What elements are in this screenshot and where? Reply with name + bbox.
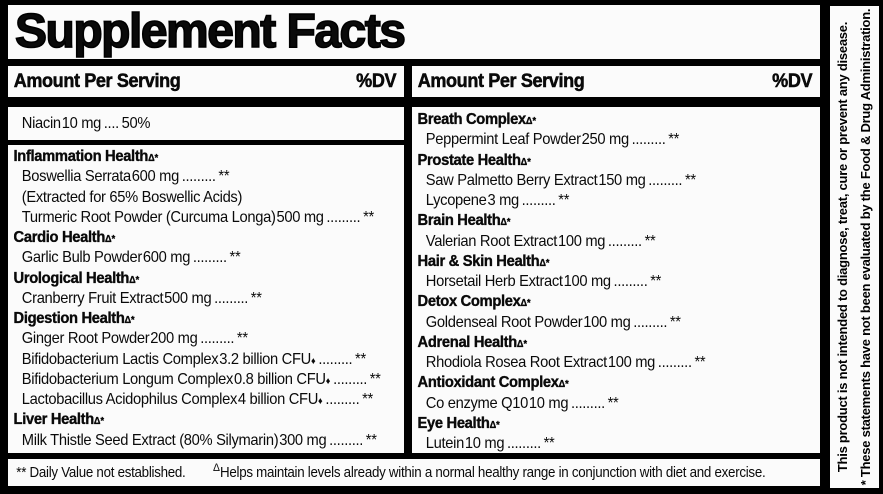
ingredient-name: (Extracted for 65% Boswellic Acids) bbox=[21, 188, 243, 206]
ingredient-name: Horsetail Herb Extract bbox=[425, 273, 563, 290]
supplement-row bbox=[8, 248, 404, 268]
amount-value: 300 mg bbox=[279, 431, 327, 449]
ingredient-name: Turmeric Root Powder (Curcuma Longa) bbox=[21, 208, 276, 226]
dv-value: ** bbox=[250, 289, 262, 307]
ingredient-name: Rhodiola Rosea Root Extract bbox=[425, 354, 607, 371]
ingredient-name: Inflammation Health bbox=[13, 148, 149, 165]
ingredient-name: Digestion Health bbox=[13, 310, 125, 327]
supplement-row bbox=[412, 313, 820, 333]
fda-disclaimer-text bbox=[831, 7, 877, 487]
delta-symbol: Δ bbox=[213, 461, 221, 474]
amount-value: 100 mg bbox=[583, 313, 631, 331]
ingredient-name: Adrenal Health bbox=[417, 333, 517, 351]
supplement-row bbox=[412, 272, 820, 292]
supplement-row: Brain Health Δ* bbox=[412, 211, 820, 231]
footnote-bar bbox=[8, 459, 820, 486]
supplement-row: Inflammation Health Δ* bbox=[8, 147, 404, 167]
ingredient-name: Eye Health bbox=[417, 414, 490, 432]
ingredient-name: Bifidobacterium Lactis Complex bbox=[21, 350, 219, 368]
supplement-row bbox=[8, 431, 404, 451]
trail-dots: ......... bbox=[631, 131, 666, 149]
supplement-row: Hair & Skin Health Δ* bbox=[412, 252, 820, 272]
daily-value-footnote: ** Daily Value not established. bbox=[16, 464, 186, 481]
amount-value: 10 mg bbox=[528, 394, 569, 412]
trail-dots: ......... bbox=[607, 232, 642, 250]
supplement-row: Prostate Health Δ* bbox=[412, 151, 820, 171]
trail-dots: ......... bbox=[648, 171, 683, 189]
dv-value: ** bbox=[694, 354, 706, 371]
trail-dots: ......... bbox=[325, 391, 360, 408]
dv-heading: %DV bbox=[356, 70, 397, 92]
amount-value: 600 mg bbox=[142, 249, 191, 267]
trail-dots: ......... bbox=[333, 370, 368, 388]
trail-dots: ......... bbox=[326, 208, 361, 226]
supplement-row bbox=[412, 232, 820, 252]
amount-value: 3 mg bbox=[487, 192, 519, 209]
supplement-row bbox=[412, 171, 820, 191]
trail-dots: ......... bbox=[633, 313, 668, 331]
ingredient-name: Urological Health bbox=[13, 269, 130, 287]
amount-value: 150 mg bbox=[598, 171, 646, 189]
supplement-row bbox=[412, 130, 820, 150]
footnote-bar-inner bbox=[8, 461, 766, 481]
ingredient-name: Ginger Root Powder bbox=[21, 330, 150, 348]
dv-value: ** bbox=[218, 168, 230, 186]
left-ingredients-box bbox=[8, 145, 404, 453]
right-ingredient-rows bbox=[412, 110, 820, 454]
dv-value: ** bbox=[644, 232, 656, 250]
supplement-row bbox=[412, 434, 820, 454]
dv-value: ** bbox=[369, 370, 381, 388]
right-ingredients-box bbox=[412, 107, 820, 453]
amount-value: 3.2 billion CFU bbox=[219, 350, 311, 368]
supplement-row bbox=[8, 208, 404, 228]
ingredient-name: Detox Complex bbox=[417, 293, 521, 311]
trail-dots: ......... bbox=[613, 273, 648, 290]
amount-value: 500 mg bbox=[164, 289, 212, 307]
trail-dots: ......... bbox=[521, 192, 556, 209]
amount-value: 600 mg bbox=[131, 168, 179, 186]
ingredient-name: Milk Thistle Seed Extract (80% Silymarin) bbox=[21, 431, 279, 449]
amount-per-serving-heading: Amount Per Serving bbox=[13, 70, 181, 92]
amount-value: 10 mg bbox=[464, 435, 505, 452]
supplement-row bbox=[412, 191, 820, 211]
niacin-row-box bbox=[8, 107, 404, 140]
trail-dots: ......... bbox=[318, 350, 353, 368]
disclaimer-line-fda: * These statements have not been evaluated by the Food & Drug Administration. bbox=[858, 8, 873, 486]
ingredient-name: Saw Palmetto Berry Extract bbox=[425, 171, 598, 189]
ingredient-name: Brain Health bbox=[417, 212, 501, 230]
amount-value: 0.8 billion CFU bbox=[233, 370, 326, 388]
supplement-row: Detox Complex Δ* bbox=[412, 292, 820, 312]
amount-value: 100 mg bbox=[607, 354, 656, 371]
left-column-header bbox=[8, 66, 404, 97]
supplement-row: Lactobacillus Acidophilus Complex 4 billion CFU ♦ ......... ** bbox=[8, 390, 404, 410]
supplement-row: Bifidobacterium Longum Complex 0.8 billion CFU ♦ ......... ** bbox=[8, 370, 404, 390]
dv-value: ** bbox=[650, 273, 662, 290]
amount-value: 250 mg bbox=[581, 131, 629, 149]
amount-value: 4 billion CFU bbox=[237, 391, 319, 408]
supplement-row: Urological Health Δ* bbox=[8, 269, 404, 289]
supplement-row bbox=[412, 353, 820, 373]
supplement-row: Bifidobacterium Lactis Complex 3.2 billion CFU ♦ ......... ** bbox=[8, 350, 404, 370]
niacin-rows bbox=[8, 114, 404, 134]
supplement-row: Cardio Health Δ* bbox=[8, 228, 404, 248]
supplement-row bbox=[8, 114, 404, 134]
supplement-row bbox=[8, 289, 404, 309]
supplement-row: Liver Health Δ* bbox=[8, 410, 404, 430]
dv-value: ** bbox=[684, 171, 696, 189]
ingredient-name: Liver Health bbox=[13, 411, 94, 429]
amount-value: 10 mg bbox=[61, 115, 102, 132]
ingredient-name: Co enzyme Q10 bbox=[425, 394, 528, 412]
trail-dots: ......... bbox=[329, 431, 364, 449]
title-box bbox=[8, 5, 820, 59]
dv-value: ** bbox=[607, 394, 619, 412]
ingredient-name: Goldenseal Root Powder bbox=[425, 313, 583, 331]
ingredient-name: Antioxidant Complex bbox=[417, 374, 559, 392]
amount-value: 100 mg bbox=[563, 273, 611, 290]
ingredient-name: Garlic Bulb Powder bbox=[21, 249, 143, 267]
delta-footnote-text: Helps maintain levels already within a normal healthy range in conjunction with diet and exercise. bbox=[220, 464, 766, 481]
trail-dots: ......... bbox=[214, 289, 249, 307]
dv-value: ** bbox=[669, 313, 681, 331]
disclaimer-line-product: This product is not intended to diagnose, treat, cure or prevent any disease. bbox=[835, 21, 850, 473]
ingredient-name: Cardio Health bbox=[13, 229, 106, 246]
trail-dots: ......... bbox=[181, 168, 216, 186]
ingredient-name: Cranberry Fruit Extract bbox=[21, 289, 164, 307]
supplement-row: Breath Complex Δ* bbox=[412, 110, 820, 130]
right-column-header-inner bbox=[412, 66, 820, 97]
supplement-row bbox=[412, 394, 820, 414]
trail-dots: ......... bbox=[200, 330, 235, 348]
ingredient-name: Prostate Health bbox=[417, 151, 521, 169]
supplement-row bbox=[8, 188, 404, 208]
dv-value: 50% bbox=[121, 115, 151, 132]
trail-dots: ......... bbox=[192, 249, 227, 267]
trail-dots: ......... bbox=[570, 394, 605, 412]
ingredient-name: Lycopene bbox=[425, 192, 487, 209]
dv-heading: %DV bbox=[772, 70, 813, 92]
supplement-row: Digestion Health Δ* bbox=[8, 309, 404, 329]
supplement-row: Antioxidant Complex Δ* bbox=[412, 373, 820, 393]
dv-value: ** bbox=[355, 350, 366, 368]
ingredient-name: Breath Complex bbox=[417, 111, 526, 128]
ingredient-name: Niacin bbox=[21, 115, 61, 132]
delta-footnote bbox=[213, 461, 766, 481]
amount-value: 200 mg bbox=[150, 330, 198, 348]
ingredient-name: Boswellia Serrata bbox=[21, 168, 131, 186]
amount-value: 100 mg bbox=[557, 232, 606, 250]
dv-value: ** bbox=[365, 431, 377, 449]
dv-value: ** bbox=[236, 330, 248, 348]
ingredient-name: Valerian Root Extract bbox=[425, 232, 558, 250]
dv-value: ** bbox=[543, 435, 555, 452]
trail-dots: ......... bbox=[657, 354, 692, 371]
dv-value: ** bbox=[363, 208, 374, 226]
supplement-row: Eye Health Δ* bbox=[412, 414, 820, 434]
ingredient-name: Hair & Skin Health bbox=[417, 252, 540, 270]
supplement-row bbox=[8, 329, 404, 349]
dv-value: ** bbox=[229, 249, 241, 267]
trail-dots: ......... bbox=[506, 435, 541, 452]
dv-value: ** bbox=[558, 192, 570, 209]
left-column-header-inner bbox=[8, 66, 404, 97]
supplement-row bbox=[8, 167, 404, 187]
amount-per-serving-heading: Amount Per Serving bbox=[417, 70, 585, 92]
right-column-header bbox=[412, 66, 820, 97]
dv-value: ** bbox=[362, 391, 373, 408]
ingredient-name: Bifidobacterium Longum Complex bbox=[21, 370, 234, 388]
left-ingredient-rows bbox=[8, 147, 404, 451]
dv-value: ** bbox=[668, 131, 680, 149]
page-title: Supplement Facts bbox=[15, 5, 405, 58]
ingredient-name: Lutein bbox=[425, 435, 464, 452]
ingredient-name: Peppermint Leaf Powder bbox=[425, 131, 581, 149]
amount-value: 500 mg bbox=[276, 208, 324, 226]
supplement-row: Adrenal Health Δ* bbox=[412, 333, 820, 353]
trail-dots: .... bbox=[103, 115, 119, 132]
ingredient-name: Lactobacillus Acidophilus Complex bbox=[21, 391, 238, 408]
